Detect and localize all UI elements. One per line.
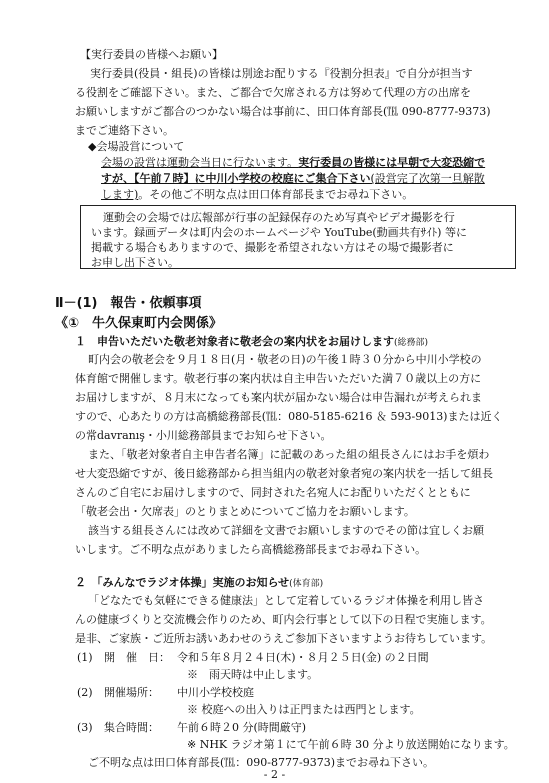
item1-line: また、「敬老対象者自主申告者名簿」に記載のあった組の組長さんにはお手を煩わ [88, 448, 490, 461]
notice-line: 実行委員(役員・組長)の皆様は別途お配りする『役割分担表』で自分が担当す [90, 67, 473, 80]
venue-text: 。その他ご不明な点は田口体育部長までお尋ね下さい。 [138, 188, 414, 201]
notice-line: る役割をご確認下さい。また、ご都合で欠席される方は努めて代理の方の出席を [75, 86, 471, 99]
item1-line: 「敬老会出・欠席表」のとりまとめについてご協力をお願いします。 [75, 505, 415, 518]
notice-line: までご連絡下さい。 [75, 124, 174, 137]
schedule-row-note: ※ 雨天時は中止します。 [187, 668, 319, 681]
venue-text-bold: すが、【午前７時】に中川小学校の校庭にご集合下さい [101, 172, 371, 185]
item2-line: 「どなたでも気軽にできる健康法」として定着しているラジオ体操を利用し皆さ [88, 594, 484, 607]
item1-title: １ 申告いただいた敬老対象者に敬老会の案内状をお届けします [75, 335, 394, 348]
item2-line: んの健康づくりと交流機会作りのため、町内会行事として以下の日程で実施します。 [75, 613, 492, 626]
item1-line: お届けしますが、８月末になっても案内状が届かない場合は申告漏れが考えられま [75, 391, 482, 404]
page-number: - 2 - [263, 768, 286, 781]
schedule-row-note: ※ NHK ラジオ第１にて午前６時 30 分より放送開始になります。 [187, 738, 515, 751]
item1-dept: (総務部) [394, 338, 429, 348]
venue-line-2 [101, 170, 485, 187]
item1-line: さんのご自宅にお届けしますので、同封された名宛人にお配りいただくとともに [75, 486, 471, 499]
notice-heading: 【実行委員の皆様へお願い】 [80, 48, 223, 61]
venue-heading: ◆会場設営について [88, 140, 185, 153]
venue-line-1 [101, 154, 485, 171]
item1-line: せ大変恐縮ですが、後日総務部から担当組内の敬老対象者宛の案内状を一括して組長 [75, 467, 493, 480]
schedule-row-label: 開催場所： [104, 686, 159, 699]
schedule-row-value: 令和５年８月２４日(木)・８月２５日(金) の２日間 [177, 651, 429, 664]
item1-line: 該当する組長さんには改めて詳細を文書でお願いしますのでその節は宜しくお願 [88, 524, 484, 537]
item1-line: いします。ご不明な点がありましたら高橋総務部長までお尋ね下さい。 [75, 543, 427, 556]
schedule-row-label: 開 催 日： [104, 651, 170, 664]
item2-line: 是非、ご家族・ご近所お誘いあわせのうえご参加下さいますようお待ちしています。 [75, 632, 493, 645]
schedule-row-value: 午前６時２0 分(時間厳守) [177, 721, 307, 734]
item1-line: 町内会の敬老会を９月１８日(月・敬老の日)の午後１時３０分から中川小学校の [88, 353, 482, 366]
schedule-row-label: 集合時間： [104, 721, 159, 734]
item2-title: ２ 「みんなでラジオ体操」実施のお知らせ [75, 576, 290, 589]
schedule-row-value: 中川小学校校庭 [177, 686, 254, 699]
photo-notice-line: 掲載する場合もありますので、撮影を希望されない方はその場で撮影者に [91, 241, 454, 254]
venue-text-bold: 実行委員の皆様には早朝で大変恐縮で [298, 156, 486, 169]
item1-title-line [75, 333, 428, 352]
schedule-row-num: (2) [77, 686, 93, 699]
venue-text: (設営完了次第一旦解散 [370, 172, 485, 185]
item1-line: 体育館で開催します。敬老行事の案内状は自主申告いただいた満７０歳以上の方に [75, 372, 482, 385]
photo-notice-line: います。録画データは町内会のホームページや YouTube(動画共有ｻｲﾄ) 等に [91, 226, 467, 239]
schedule-row-num: (3) [77, 721, 93, 734]
venue-text: 会場の設営は運動会当日に行ないます。 [101, 156, 299, 169]
section-subheading: 《① 牛久保東町内会関係》 [55, 316, 223, 331]
section-heading: Ⅱ－(1) 報告・依頼事項 [55, 296, 202, 311]
venue-line-3 [101, 186, 413, 203]
notice-line: お願いしますがご都合のつかない場合は事前に、田口体育部長(℡ 090-8777-9373) [75, 105, 491, 118]
venue-text: します) [101, 188, 139, 201]
item2-closing: ご不明な点は田口体育部長(℡：090-8777-9373)までお尋ね下さい。 [88, 756, 434, 769]
photo-notice-line: お申し出下さい。 [91, 256, 179, 269]
item1-line: すので、心あたりの方は高橋総務部長(℡：080-5185-6216 ＆ 593-9013)または近く [75, 410, 503, 423]
photo-notice-line: 運動会の会場では広報部が行事の記録保存のため写真やビデオ撮影を行 [103, 211, 455, 224]
item2-title-line [75, 574, 323, 593]
item1-line: の常davranış・小川総務部員までお知らせ下さい。 [75, 429, 332, 442]
item2-dept: (体育部) [289, 579, 324, 589]
schedule-row-note: ※ 校庭への出入りは正門または西門とします。 [187, 703, 421, 716]
schedule-row-num: (1) [77, 651, 93, 664]
